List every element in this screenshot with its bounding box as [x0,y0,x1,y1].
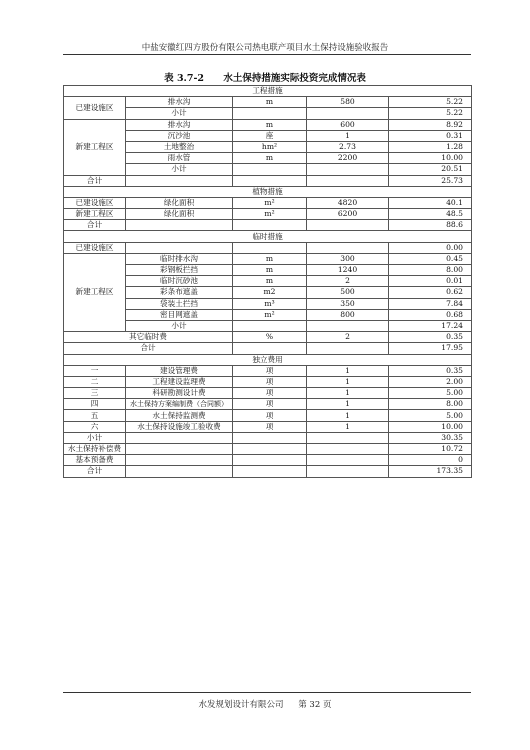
table-row [64,388,472,399]
item-amount: 0.01 [389,276,472,287]
table-row [64,197,472,208]
item-amount: 5.22 [389,108,472,119]
item-unit: m² [233,309,307,320]
item-name: 绿化面积 [126,209,233,220]
item-qty: 1 [307,399,389,410]
item-name: 小计 [126,108,233,119]
item-unit: m³ [233,298,307,309]
item-qty [307,320,389,331]
table-row [64,399,472,410]
item-amount: 20.51 [389,164,472,175]
item-unit: m [233,253,307,264]
total-row [64,220,472,231]
total-label: 合计 [64,343,233,354]
total-amount: 17.95 [389,343,472,354]
summary-label: 合计 [64,466,126,477]
item-name: 小计 [126,164,233,175]
table-row [64,253,472,264]
item-unit: m [233,153,307,164]
item-name: 水土保持方案编制费（合同额） [126,399,233,410]
area-label: 已建设施区 [64,97,126,119]
total-amount: 25.73 [389,175,472,186]
summary-amount: 0 [389,455,472,466]
item-name: 工程建设监理费 [126,376,233,387]
item-unit: m [233,265,307,276]
table-row [64,209,472,220]
item-amount: 48.5 [389,209,472,220]
table-row [64,320,472,331]
item-qty: 800 [307,309,389,320]
summary-amount: 10.72 [389,444,472,455]
item-qty: 2.73 [307,141,389,152]
item-amount: 0.00 [389,242,472,253]
item-unit [233,320,307,331]
item-qty [307,164,389,175]
area-label: 已建设施区 [64,242,126,253]
item-name: 雨水管 [126,153,233,164]
table-caption: 水土保持措施实际投资完成情况表 [223,73,366,84]
item-name: 排水沟 [126,119,233,130]
item-qty: 2 [307,332,389,343]
item-name: 绿化面积 [126,197,233,208]
investment-table [63,85,472,478]
summary-amount: 173.35 [389,466,472,477]
table-row [64,141,472,152]
item-name: 土地整治 [126,141,233,152]
section-row [64,231,472,242]
item-amount: 7.84 [389,298,472,309]
item-name: 密目网遮盖 [126,309,233,320]
table-row [64,130,472,141]
item-qty: 1 [307,376,389,387]
item-name: 彩钢板拦挡 [126,265,233,276]
header-rule [63,54,471,55]
item-unit [233,164,307,175]
item-qty: 1 [307,421,389,432]
area-label: 新建工程区 [64,253,126,331]
item-unit: m² [233,209,307,220]
item-unit: hm² [233,141,307,152]
item-qty: 1 [307,410,389,421]
footer-rule [63,692,471,693]
item-amount: 2.00 [389,376,472,387]
item-qty: 350 [307,298,389,309]
item-unit: m [233,276,307,287]
item-unit: 项 [233,410,307,421]
summary-row [64,455,472,466]
subtotal-amount: 30.35 [389,432,472,443]
summary-label: 基本预备费 [64,455,126,466]
section-row [64,186,472,197]
item-amount: 40.1 [389,197,472,208]
area-label: 新建工程区 [64,209,126,220]
table-row [64,332,472,343]
item-qty: 4820 [307,197,389,208]
item-amount: 10.00 [389,421,472,432]
area-label: 已建设施区 [64,197,126,208]
item-qty: 600 [307,119,389,130]
item-qty: 1 [307,388,389,399]
item-qty [307,108,389,119]
table-row [64,108,472,119]
item-amount: 8.00 [389,399,472,410]
item-name: 小计 [126,320,233,331]
total-amount: 88.6 [389,220,472,231]
area-label: 新建工程区 [64,119,126,175]
table-row [64,97,472,108]
subtotal-row [64,432,472,443]
item-amount: 8.92 [389,119,472,130]
item-qty: 300 [307,253,389,264]
item-name: 排水沟 [126,97,233,108]
page-footer [0,698,530,710]
item-unit: 项 [233,365,307,376]
item-unit: m [233,119,307,130]
item-amount: 5.00 [389,388,472,399]
item-no: 一 [64,365,126,376]
table-row [64,265,472,276]
summary-row [64,466,472,477]
item-qty: 500 [307,287,389,298]
item-amount: 17.24 [389,320,472,331]
total-row [64,175,472,186]
table-row [64,164,472,175]
section-row [64,86,472,97]
item-qty: 580 [307,97,389,108]
total-label: 合计 [64,175,126,186]
section-temporary: 临时措施 [64,231,472,242]
item-unit: 项 [233,399,307,410]
item-name: 其它临时费 [64,332,233,343]
table-row [64,298,472,309]
total-row [64,343,472,354]
item-name: 沉沙池 [126,130,233,141]
item-amount: 5.22 [389,97,472,108]
summary-row [64,444,472,455]
item-name: 临时排水沟 [126,253,233,264]
item-unit: m² [233,197,307,208]
item-amount: 0.35 [389,365,472,376]
item-name: 水土保持监测费 [126,410,233,421]
table-row [64,287,472,298]
item-no: 四 [64,399,126,410]
item-no: 二 [64,376,126,387]
item-name: 临时沉砂池 [126,276,233,287]
item-qty: 2200 [307,153,389,164]
item-amount: 0.45 [389,253,472,264]
section-independent: 独立费用 [64,354,472,365]
summary-label: 水土保持补偿费 [64,444,126,455]
item-amount: 1.28 [389,141,472,152]
item-unit: m2 [233,287,307,298]
item-name: 建设管理费 [126,365,233,376]
table-row [64,421,472,432]
table-row [64,309,472,320]
item-qty: 2 [307,276,389,287]
item-unit: 项 [233,421,307,432]
table-row [64,276,472,287]
item-name: 彩条布遮盖 [126,287,233,298]
total-label: 合计 [64,220,126,231]
item-qty: 1 [307,365,389,376]
item-name: 水土保持设施竣工验收费 [126,421,233,432]
section-plant: 植物措施 [64,186,472,197]
item-unit: m [233,97,307,108]
footer-company: 水发规划设计有限公司 [198,700,284,710]
table-row [64,119,472,130]
item-unit: 项 [233,376,307,387]
item-name: 袋装土拦挡 [126,298,233,309]
table-row [64,153,472,164]
item-no: 六 [64,421,126,432]
item-unit [233,108,307,119]
table-row [64,376,472,387]
item-unit: 项 [233,388,307,399]
section-engineering: 工程措施 [64,86,472,97]
item-name: 科研勘测设计费 [126,388,233,399]
table-number: 表 3.7-2 [164,73,205,84]
item-qty: 6200 [307,209,389,220]
item-amount: 5.00 [389,410,472,421]
table-row [64,242,472,253]
item-qty: 1240 [307,265,389,276]
item-unit: % [233,332,307,343]
item-no: 三 [64,388,126,399]
table-row [64,410,472,421]
table-title [0,70,530,84]
subtotal-label: 小计 [64,432,126,443]
item-amount: 10.00 [389,153,472,164]
item-amount: 0.68 [389,309,472,320]
page-number: 第 32 页 [298,700,332,710]
item-amount: 8.00 [389,265,472,276]
section-row [64,354,472,365]
page-header: 中盐安徽红四方股份有限公司热电联产项目水土保持设施验收报告 [141,43,389,53]
item-amount: 0.35 [389,332,472,343]
item-qty: 1 [307,130,389,141]
item-amount: 0.62 [389,287,472,298]
item-amount: 0.31 [389,130,472,141]
item-no: 五 [64,410,126,421]
table-row [64,365,472,376]
item-unit: 座 [233,130,307,141]
